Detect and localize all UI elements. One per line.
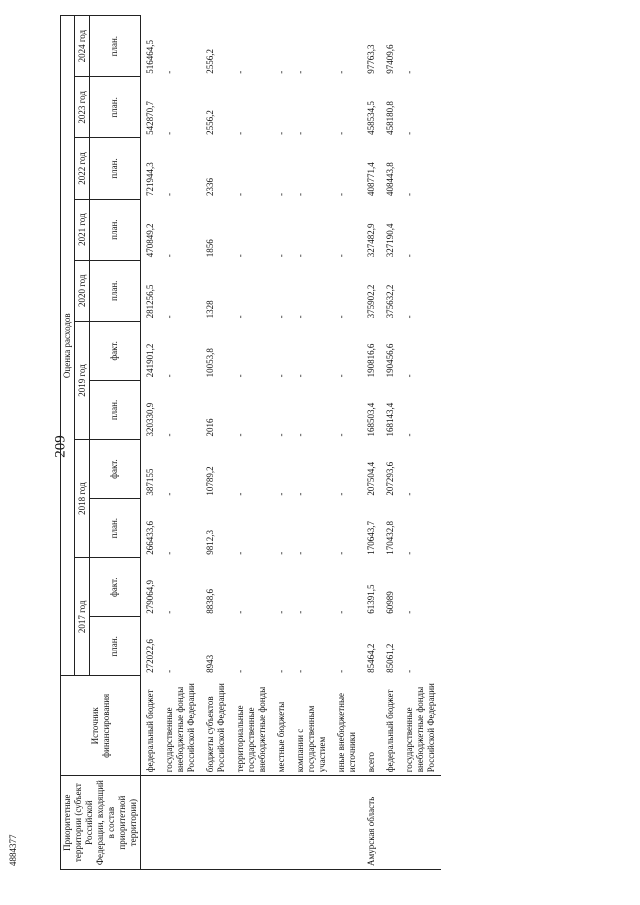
- value-cell: -: [336, 551, 346, 555]
- value-cell: -: [235, 254, 245, 258]
- territory-cell: [332, 776, 362, 870]
- value-cell: -: [404, 669, 414, 673]
- value-cell: 85464,2: [366, 643, 376, 673]
- value-cell: 1328: [205, 300, 215, 319]
- year-header: 2024 год: [75, 16, 89, 77]
- source-cell: местные бюджеты: [276, 701, 286, 773]
- value-cell: 281256,5: [145, 284, 155, 319]
- source-header: Источник финансирования: [61, 676, 141, 776]
- value-cell: 1856: [205, 239, 215, 258]
- subcol-header: план.: [89, 77, 140, 138]
- source-cell: компании с государственным участием: [295, 705, 327, 773]
- value-cell: 10789,2: [205, 466, 215, 496]
- value-cell: 375632,2: [385, 284, 395, 319]
- value-cell: 8838,6: [205, 589, 215, 614]
- year-header: 2020 год: [75, 260, 89, 321]
- value-cell: -: [276, 193, 286, 197]
- territory-cell: [381, 776, 400, 870]
- value-cell: -: [336, 70, 346, 74]
- value-cell: -: [295, 374, 305, 378]
- source-cell: иные внебюджетные источники: [336, 692, 357, 773]
- value-cell: 2556,2: [205, 49, 215, 74]
- value-cell: -: [164, 131, 174, 135]
- value-cell: 721944,3: [145, 162, 155, 197]
- value-cell: 8943: [205, 654, 215, 673]
- value-cell: -: [235, 551, 245, 555]
- value-cell: -: [404, 131, 414, 135]
- value-cell: -: [404, 492, 414, 496]
- year-header: 2023 год: [75, 77, 89, 138]
- territory-cell: [231, 776, 272, 870]
- value-cell: 2016: [205, 418, 215, 437]
- value-cell: -: [235, 433, 245, 437]
- value-cell: -: [295, 131, 305, 135]
- value-cell: 327190,4: [385, 223, 395, 258]
- table-row: [400, 16, 441, 870]
- value-cell: -: [164, 254, 174, 258]
- value-cell: -: [164, 610, 174, 614]
- value-cell: -: [295, 254, 305, 258]
- value-cell: -: [336, 374, 346, 378]
- table-row: [160, 16, 201, 870]
- value-cell: -: [404, 193, 414, 197]
- territory-cell: [400, 776, 441, 870]
- value-cell: 61391,5: [366, 584, 376, 614]
- value-cell: 375902,2: [366, 284, 376, 319]
- value-cell: -: [336, 193, 346, 197]
- year-header: 2022 год: [75, 138, 89, 199]
- document-id: 4884377: [8, 834, 18, 866]
- subcol-header: план.: [89, 16, 140, 77]
- value-cell: 2556,2: [205, 110, 215, 135]
- source-cell: государственные внебюджетные фонды Российской Федерации: [404, 683, 436, 773]
- value-cell: -: [164, 374, 174, 378]
- value-cell: 190456,6: [385, 343, 395, 378]
- source-cell: территориальные государственные внебюджетные фонды: [235, 686, 267, 773]
- value-cell: -: [276, 131, 286, 135]
- value-cell: 241901,2: [145, 343, 155, 378]
- subcol-header: план.: [89, 380, 140, 439]
- value-cell: -: [404, 70, 414, 74]
- source-cell: всего: [366, 751, 376, 773]
- source-cell: федеральный бюджет: [385, 689, 395, 773]
- value-cell: -: [336, 492, 346, 496]
- source-cell: федеральный бюджет: [145, 689, 155, 773]
- value-cell: 9812,3: [205, 529, 215, 555]
- value-cell: -: [235, 492, 245, 496]
- value-cell: -: [235, 610, 245, 614]
- year-header: 2021 год: [75, 199, 89, 260]
- value-cell: -: [276, 315, 286, 319]
- subcol-header: план.: [89, 499, 140, 558]
- value-cell: -: [276, 70, 286, 74]
- page-number: 209: [52, 435, 69, 458]
- table-row: [141, 16, 161, 870]
- value-cell: -: [336, 254, 346, 258]
- rotated-table-sheet: [60, 15, 565, 870]
- value-cell: -: [295, 610, 305, 614]
- value-cell: -: [164, 669, 174, 673]
- territory-cell: [272, 776, 291, 870]
- value-cell: -: [295, 315, 305, 319]
- value-cell: 97409,6: [385, 44, 395, 74]
- table-row: [362, 16, 381, 870]
- value-cell: -: [164, 492, 174, 496]
- value-cell: -: [295, 70, 305, 74]
- year-header: 2018 год: [75, 440, 89, 558]
- value-cell: 207504,4: [366, 461, 376, 496]
- table-row: [272, 16, 291, 870]
- value-cell: -: [276, 254, 286, 258]
- value-cell: 2336: [205, 178, 215, 197]
- value-cell: -: [235, 131, 245, 135]
- value-cell: -: [404, 315, 414, 319]
- value-cell: -: [235, 374, 245, 378]
- value-cell: 170432,8: [385, 520, 395, 555]
- subcol-header: факт.: [89, 440, 140, 499]
- value-cell: -: [276, 374, 286, 378]
- value-cell: -: [164, 551, 174, 555]
- value-cell: -: [295, 669, 305, 673]
- source-cell: бюджеты субъектов Российской Федерации: [205, 683, 226, 773]
- value-cell: 408443,8: [385, 162, 395, 197]
- value-cell: -: [336, 669, 346, 673]
- value-cell: 168143,4: [385, 402, 395, 437]
- territory-cell: [160, 776, 201, 870]
- value-cell: -: [336, 433, 346, 437]
- value-cell: 60989: [385, 591, 395, 614]
- value-cell: -: [235, 669, 245, 673]
- estimate-header: Оценка расходов: [61, 16, 75, 676]
- territory-cell: Амурская область: [362, 776, 381, 870]
- table-row: [291, 16, 332, 870]
- table-row: [231, 16, 272, 870]
- value-cell: -: [164, 433, 174, 437]
- expenditure-table: [60, 15, 441, 870]
- subcol-header: план.: [89, 199, 140, 260]
- territory-cell: [291, 776, 332, 870]
- value-cell: -: [276, 610, 286, 614]
- value-cell: -: [276, 551, 286, 555]
- value-cell: -: [164, 315, 174, 319]
- year-header: 2019 год: [75, 321, 89, 439]
- value-cell: -: [404, 374, 414, 378]
- territory-cell: [201, 776, 231, 870]
- value-cell: 408771,4: [366, 162, 376, 197]
- value-cell: 320330,9: [145, 402, 155, 437]
- value-cell: -: [295, 551, 305, 555]
- territory-header: Приоритетные территории (субъект Российской Федерации, входящий в состав приоритетной территории): [61, 776, 141, 870]
- value-cell: 10053,8: [205, 348, 215, 378]
- value-cell: -: [336, 610, 346, 614]
- subcol-header: факт.: [89, 321, 140, 380]
- territory-cell: [141, 776, 161, 870]
- table-row: [332, 16, 362, 870]
- value-cell: -: [276, 433, 286, 437]
- value-cell: -: [404, 254, 414, 258]
- value-cell: 97763,3: [366, 44, 376, 74]
- subcol-header: план.: [89, 260, 140, 321]
- value-cell: -: [235, 70, 245, 74]
- value-cell: -: [336, 315, 346, 319]
- subcol-header: план.: [89, 138, 140, 199]
- value-cell: 266433,6: [145, 520, 155, 555]
- value-cell: 190816,6: [366, 343, 376, 378]
- table-row: [201, 16, 231, 870]
- value-cell: 168503,4: [366, 402, 376, 437]
- value-cell: -: [276, 669, 286, 673]
- value-cell: -: [295, 193, 305, 197]
- value-cell: 207293,6: [385, 461, 395, 496]
- value-cell: -: [235, 193, 245, 197]
- value-cell: -: [336, 131, 346, 135]
- value-cell: 170643,7: [366, 520, 376, 555]
- subcol-header: план.: [89, 617, 140, 676]
- value-cell: -: [276, 492, 286, 496]
- value-cell: 327482,9: [366, 223, 376, 258]
- value-cell: 458180,8: [385, 101, 395, 135]
- source-cell: государственные внебюджетные фонды Российской Федерации: [164, 683, 196, 773]
- value-cell: -: [164, 70, 174, 74]
- value-cell: 470849,2: [145, 223, 155, 258]
- value-cell: 279064,9: [145, 580, 155, 614]
- value-cell: 516464,5: [145, 40, 155, 74]
- value-cell: -: [235, 315, 245, 319]
- value-cell: 542870,7: [145, 101, 155, 135]
- subcol-header: факт.: [89, 558, 140, 617]
- value-cell: 458534,5: [366, 101, 376, 135]
- value-cell: 387155: [145, 468, 155, 496]
- value-cell: -: [404, 610, 414, 614]
- table-row: [381, 16, 400, 870]
- value-cell: -: [295, 433, 305, 437]
- value-cell: -: [295, 492, 305, 496]
- value-cell: -: [404, 551, 414, 555]
- year-header: 2017 год: [75, 558, 89, 676]
- value-cell: 272022,6: [145, 639, 155, 673]
- value-cell: -: [164, 193, 174, 197]
- value-cell: 85061,2: [385, 643, 395, 673]
- value-cell: -: [404, 433, 414, 437]
